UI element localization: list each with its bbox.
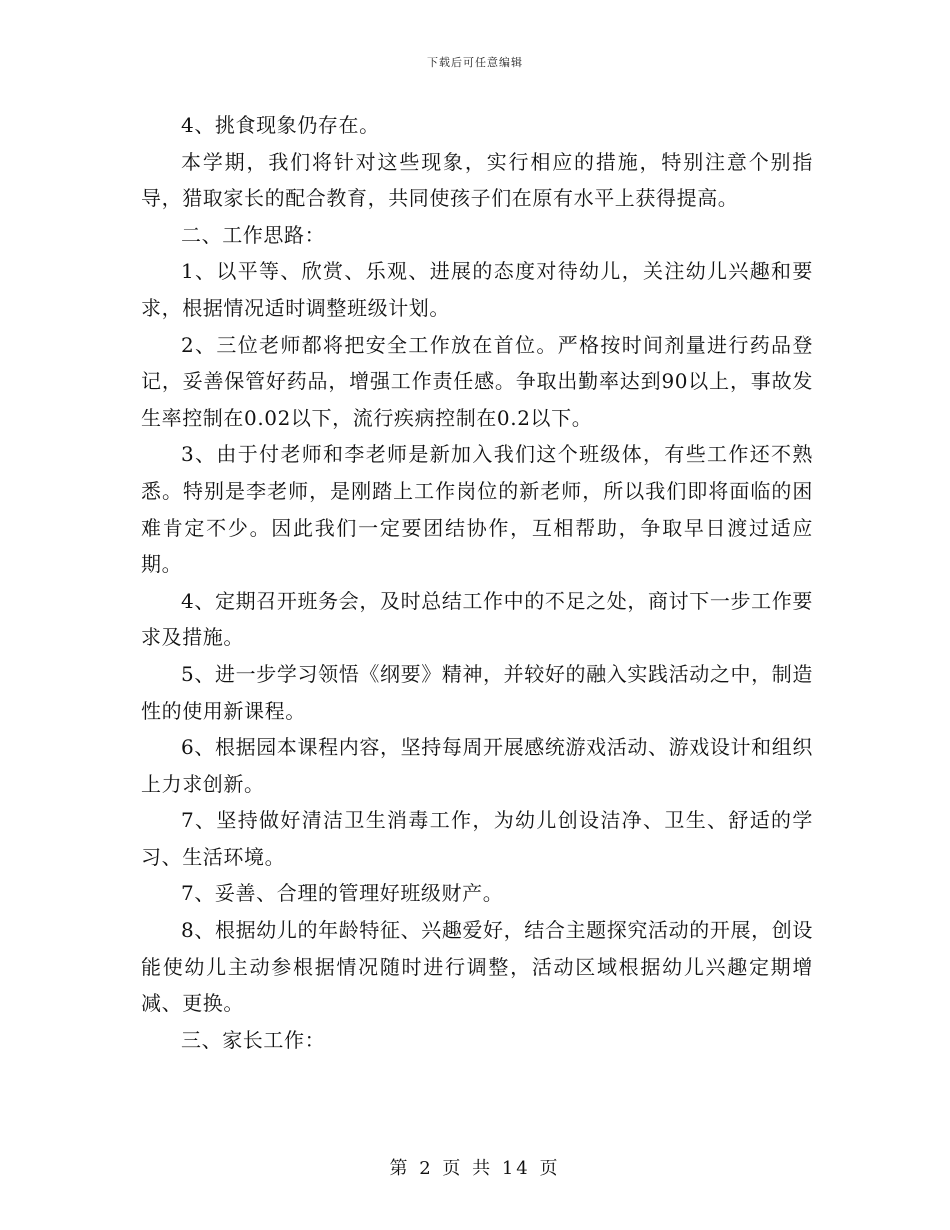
paragraph: 7、妥善、合理的管理好班级财产。 [181, 881, 504, 906]
paragraph: 4、定期召开班务会，及时总结工作中的不足之处，商讨下一步工作要求及措施。 [141, 588, 813, 650]
paragraph: 3、由于付老师和李老师是新加入我们这个班级体，有些工作还不熟悉。特别是李老师，是刚踏上工作岗位的新老师，所以我们即将面临的困难肯定不少。因此我们一定要团结协作，互相帮助，争取早日渡过适应期。 [141, 442, 813, 577]
section-heading: 三、家长工作： [181, 1027, 326, 1052]
page-header: 下载后可任意编辑 [427, 56, 523, 69]
body-content [141, 107, 813, 1058]
paragraph: 2、三位老师都将把安全工作放在首位。严格按时间剂量进行药品登记，妥善保管好药品，增强工作责任感。争取出勤率达到90以上，事故发生率控制在0.02以下，流行疾病控制在0.2以下。 [141, 332, 813, 430]
section-heading: 二、工作思路： [181, 222, 326, 247]
paragraph: 1、以平等、欣赏、乐观、进展的态度对待幼儿，关注幼儿兴趣和要求，根据情况适时调整班级计划。 [141, 259, 813, 320]
paragraph: 7、坚持做好清洁卫生消毒工作，为幼儿创设洁净、卫生、舒适的学习、生活环境。 [141, 808, 813, 869]
page-number-footer: 第 2 页 共 14 页 [389, 1158, 561, 1179]
paragraph: 8、根据幼儿的年龄特征、兴趣爱好，结合主题探究活动的开展，创设能使幼儿主动参根据情况随时进行调整，活动区域根据幼儿兴趣定期增减、更换。 [141, 918, 813, 1016]
paragraph: 6、根据园本课程内容，坚持每周开展感统游戏活动、游戏设计和组织上力求创新。 [141, 735, 813, 796]
paragraph: 4、挑食现象仍存在。 [181, 113, 380, 137]
paragraph: 5、进一步学习领悟《纲要》精神，并较好的融入实践活动之中，制造性的使用新课程。 [141, 661, 813, 723]
paragraph: 本学期，我们将针对这些现象，实行相应的措施，特别注意个别指导，猎取家长的配合教育，共同使孩子们在原有水平上获得提高。 [141, 149, 813, 211]
